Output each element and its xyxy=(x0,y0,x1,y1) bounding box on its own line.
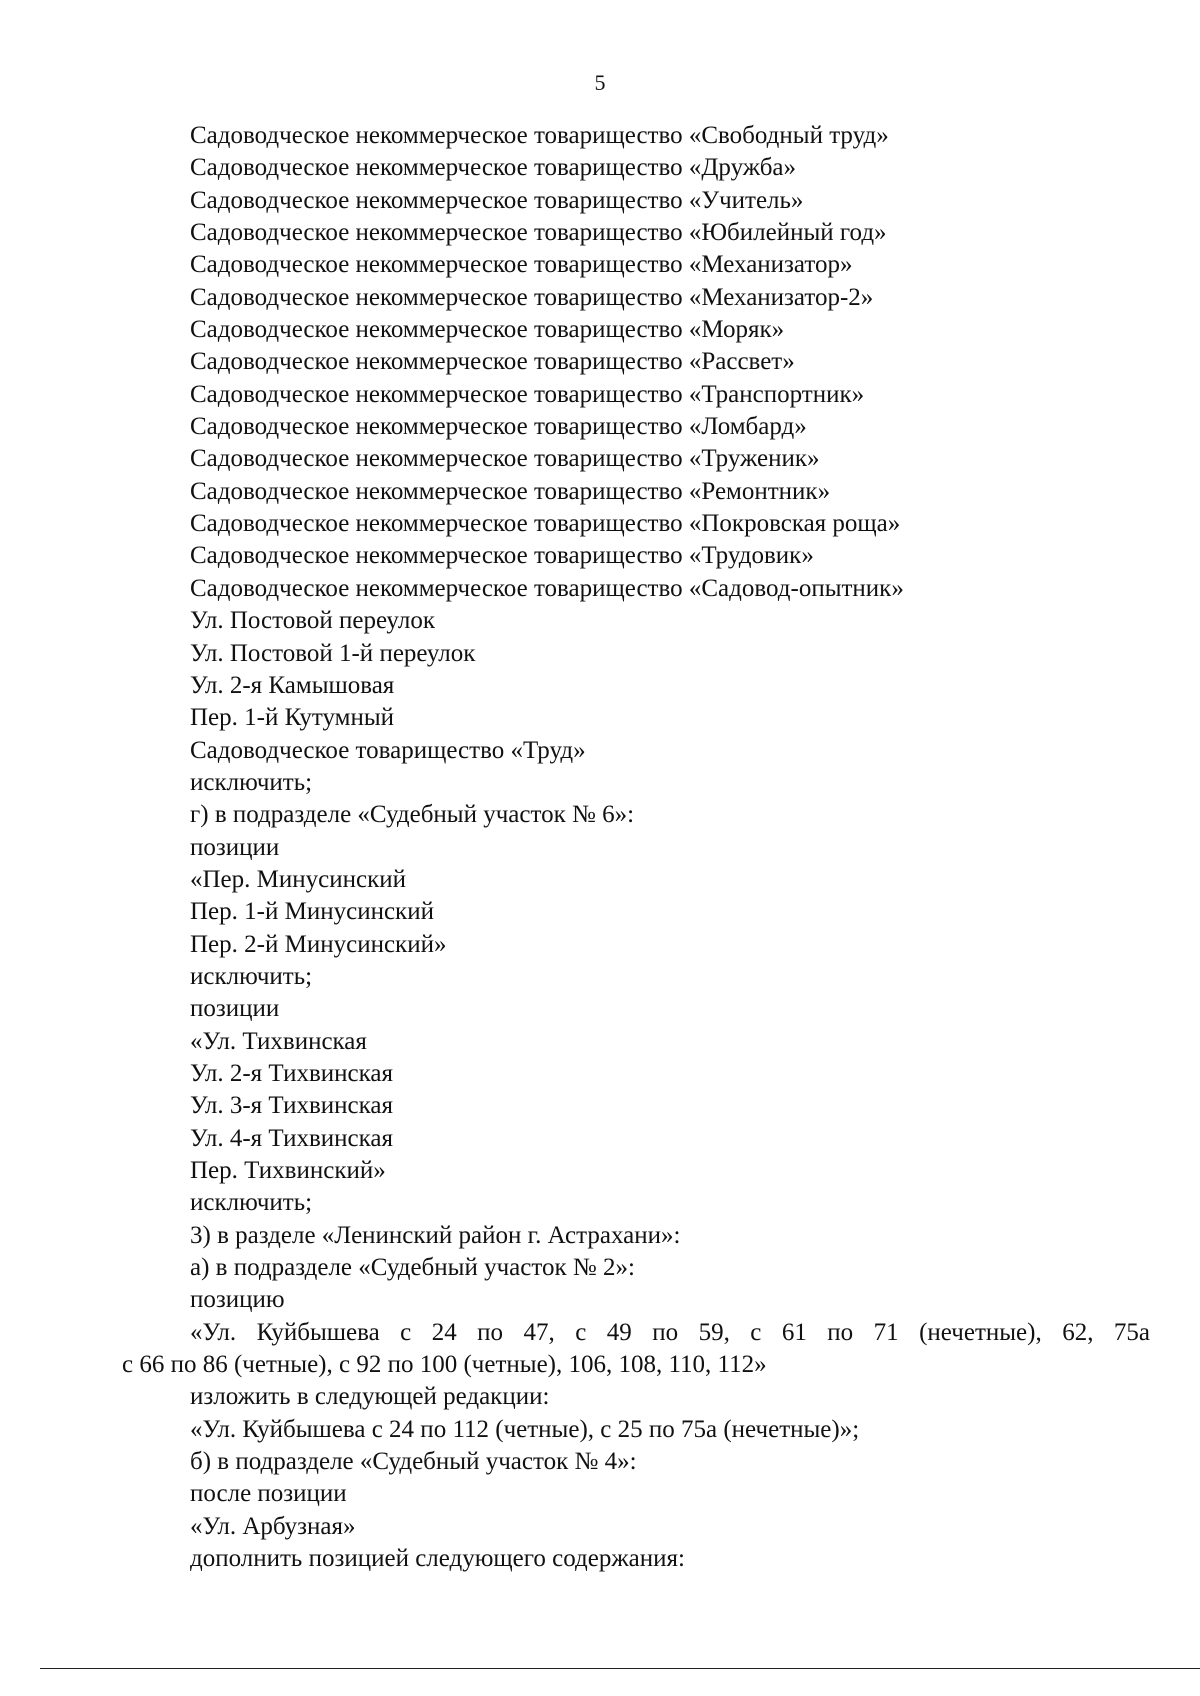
bottom-divider xyxy=(40,1668,1200,1669)
text-line: Садоводческое некоммерческое товарищество «Рассвет» xyxy=(190,348,795,376)
text-line: «Пер. Минусинский xyxy=(190,865,406,893)
text-line: Садоводческое некоммерческое товарищество «Труженик» xyxy=(190,445,820,473)
text-line: дополнить позицией следующего содержания: xyxy=(190,1545,685,1573)
text-line: Садоводческое некоммерческое товарищество «Ремонтник» xyxy=(190,477,831,505)
text-line: Садоводческое некоммерческое товарищество «Механизатор» xyxy=(190,251,853,279)
text-line: Садоводческое некоммерческое товарищество «Юбилейный год» xyxy=(190,219,887,247)
text-line: Садоводческое некоммерческое товарищество «Ломбард» xyxy=(190,413,807,441)
text-line: «Ул. Тихвинская xyxy=(190,1027,367,1055)
text-line: Ул. 2-я Тихвинская xyxy=(190,1059,393,1087)
text-line: Садоводческое некоммерческое товарищество «Свободный труд» xyxy=(190,122,889,149)
text-line: Пер. 2-й Минусинский» xyxy=(190,930,447,958)
text-line: Пер. Тихвинский» xyxy=(190,1157,386,1184)
text-line: г) в подразделе «Судебный участок № 6»: xyxy=(190,801,635,829)
page-number: 5 xyxy=(594,70,606,95)
text-line: 3) в разделе «Ленинский район г. Астрахани»: xyxy=(190,1221,681,1249)
text-line: Ул. 2-я Камышовая xyxy=(190,671,395,699)
text-line: Садоводческое некоммерческое товарищество «Моряк» xyxy=(190,316,785,344)
text-line: Садоводческое товарищество «Труд» xyxy=(190,736,586,764)
text-line: Садоводческое некоммерческое товарищество «Транспортник» xyxy=(190,380,865,408)
text-line: позицию xyxy=(190,1286,285,1314)
text-line: Садоводческое некоммерческое товарищество «Трудовик» xyxy=(190,542,814,570)
text-line-continuation: с 66 по 86 (четные), с 92 по 100 (четные), 106, 108, 110, 112» xyxy=(122,1351,767,1379)
text-line: Ул. 4-я Тихвинская xyxy=(190,1124,393,1152)
text-line: Садоводческое некоммерческое товарищество «Механизатор-2» xyxy=(190,283,874,311)
text-line: Ул. Постовой 1-й переулок xyxy=(190,639,476,667)
text-line: Пер. 1-й Кутумный xyxy=(190,704,395,732)
text-line: Пер. 1-й Минусинский xyxy=(190,898,434,926)
text-line: Садоводческое некоммерческое товарищество «Дружба» xyxy=(190,154,797,182)
text-line-justified: «Ул. Куйбышева с 24 по 47, с 49 по 59, с 61 по 71 (нечетные), 62, 75а xyxy=(190,1318,1150,1346)
text-line: Ул. Постовой переулок xyxy=(190,607,435,635)
text-line: Садоводческое некоммерческое товарищество «Покровская роща» xyxy=(190,510,901,538)
text-line: Садоводческое некоммерческое товарищество «Садовод-опытник» xyxy=(190,574,904,602)
text-line: б) в подразделе «Судебный участок № 4»: xyxy=(190,1448,637,1476)
text-line: Ул. 3-я Тихвинская xyxy=(190,1092,393,1120)
text-line: а) в подразделе «Судебный участок № 2»: xyxy=(190,1254,635,1282)
text-line: после позиции xyxy=(190,1480,347,1508)
text-line: изложить в следующей редакции: xyxy=(190,1383,550,1411)
text-line: исключить; xyxy=(190,768,313,796)
text-line: позиции xyxy=(190,833,280,861)
text-line: «Ул. Куйбышева с 24 по 112 (четные), с 25 по 75а (нечетные)»; xyxy=(190,1415,860,1443)
document-body xyxy=(122,120,1150,1575)
text-line: Садоводческое некоммерческое товарищество «Учитель» xyxy=(190,186,804,214)
text-line: «Ул. Арбузная» xyxy=(190,1512,356,1540)
text-line: исключить; xyxy=(190,1189,313,1217)
text-line: исключить; xyxy=(190,962,313,990)
text-line: позиции xyxy=(190,995,280,1023)
